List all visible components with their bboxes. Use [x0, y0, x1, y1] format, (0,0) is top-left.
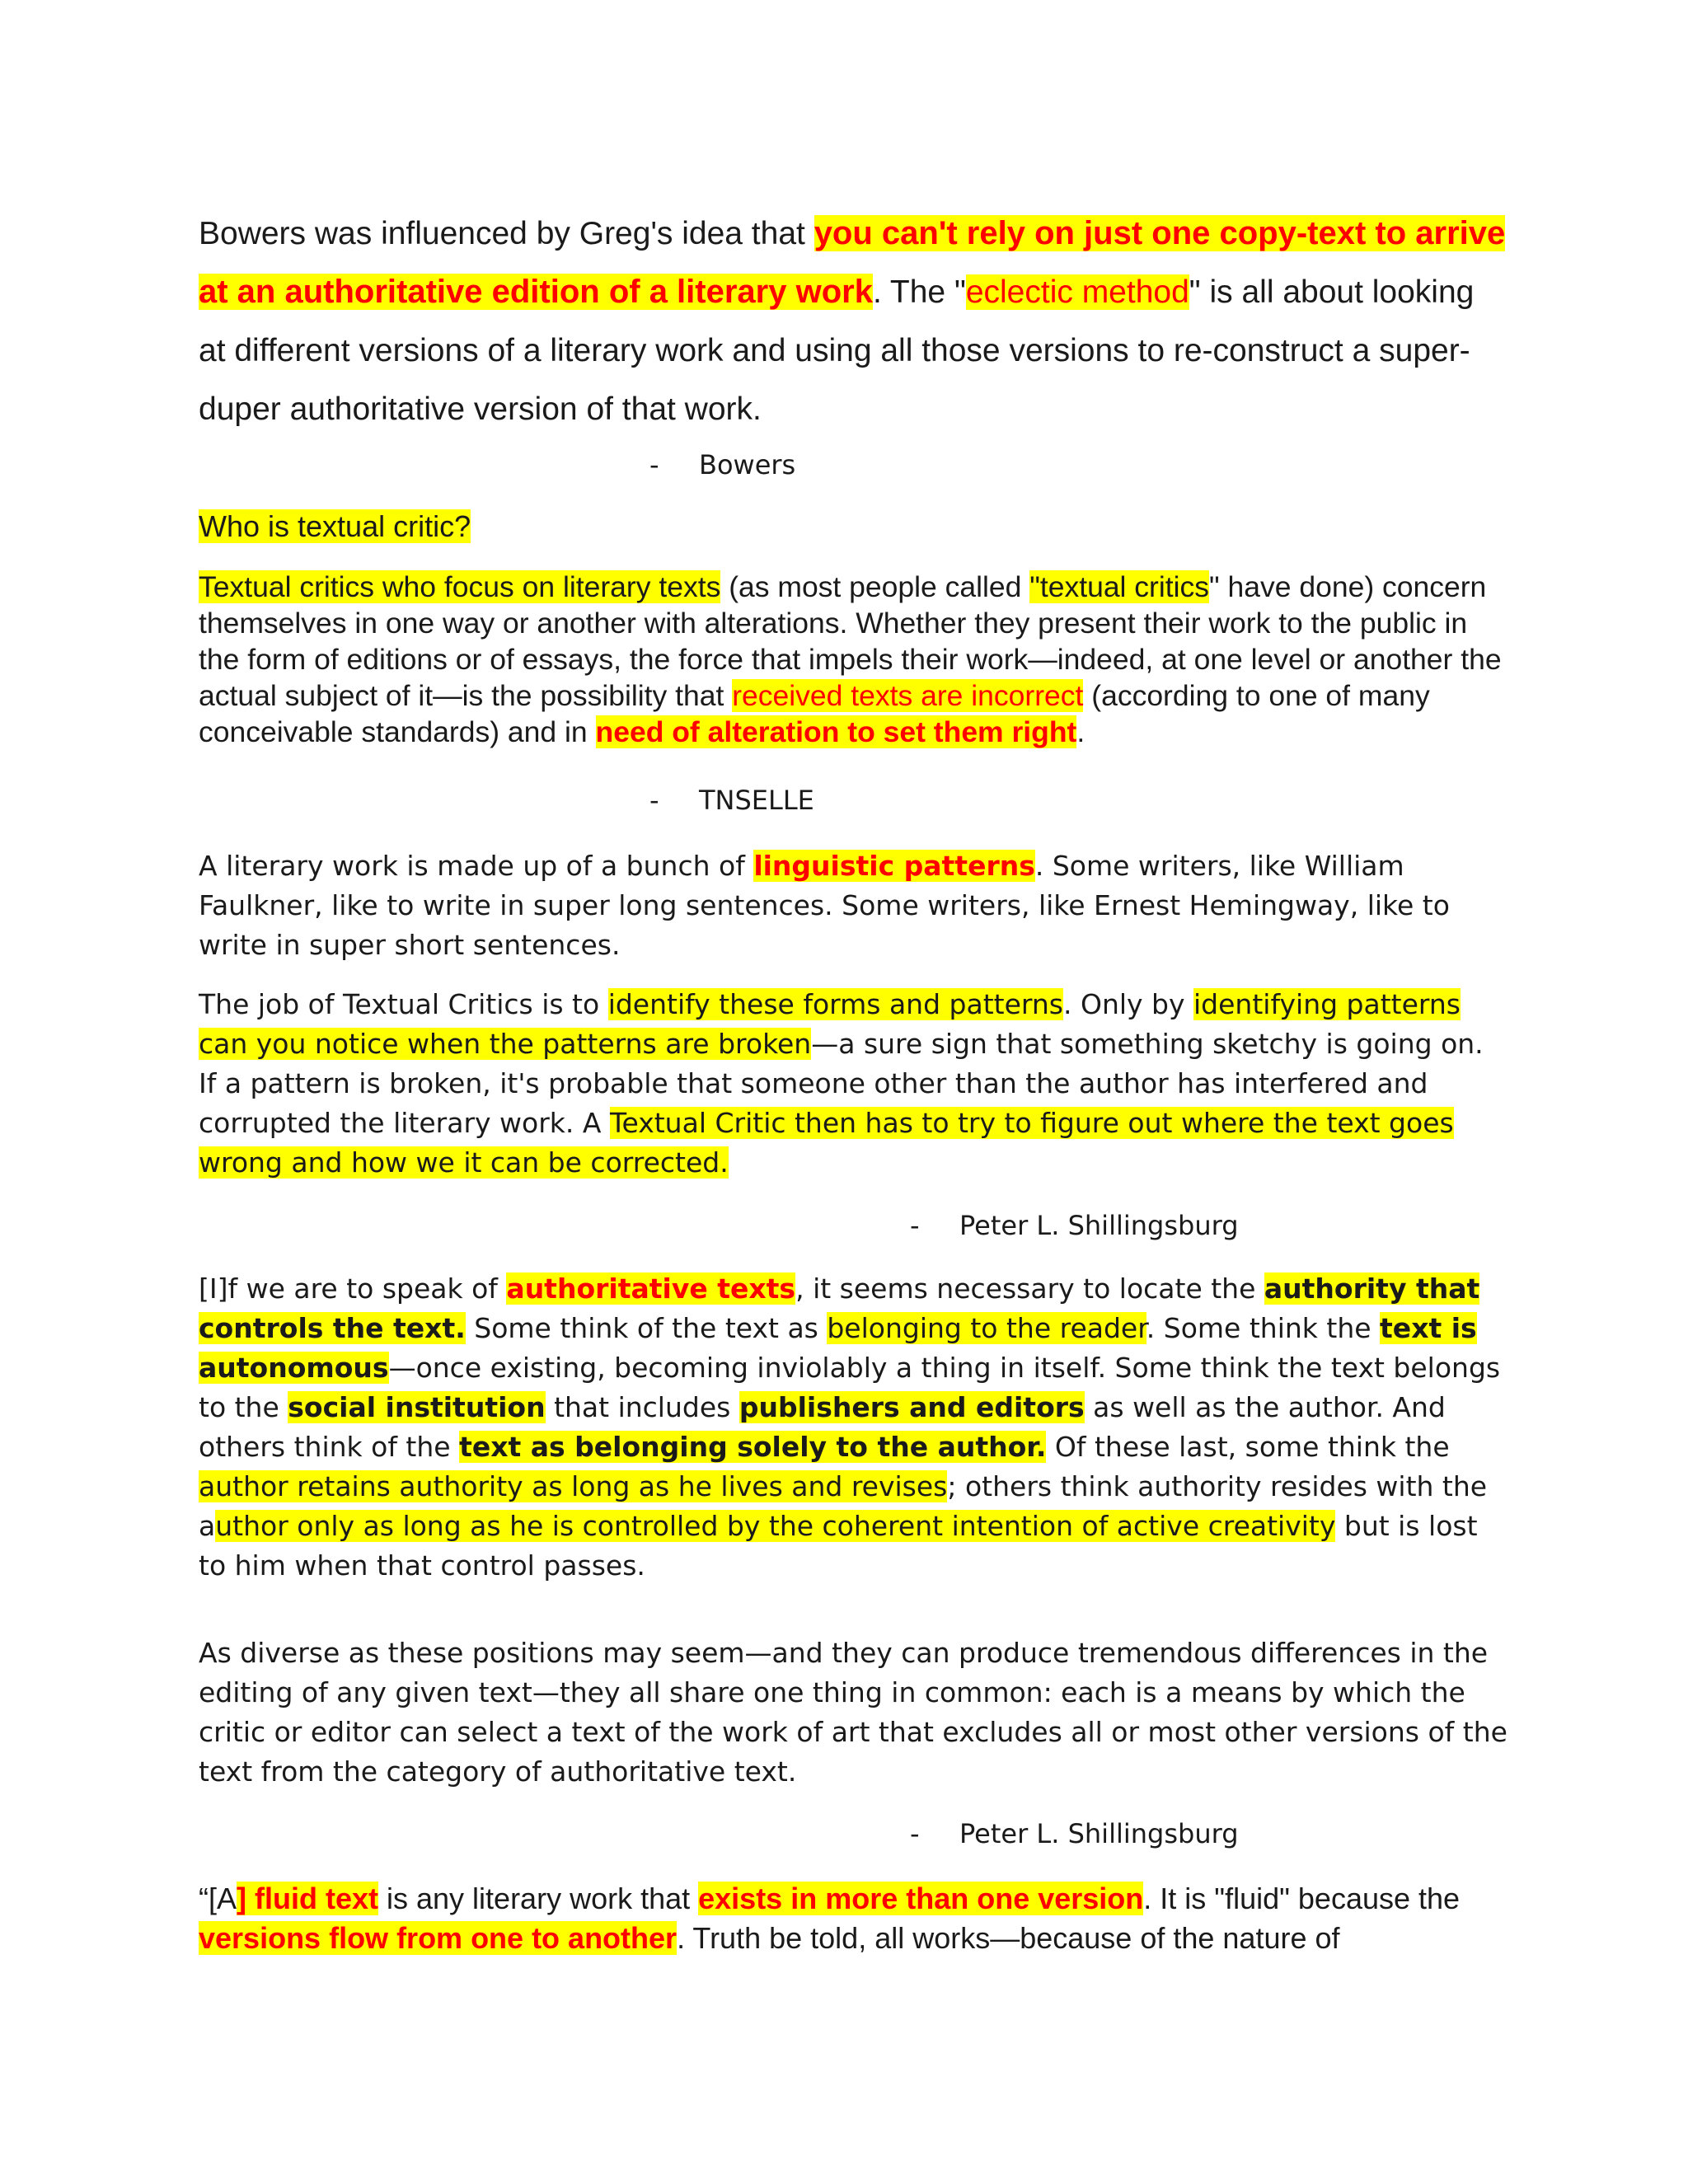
attribution-bowers	[649, 449, 795, 480]
attribution-dash: -	[910, 1818, 920, 1849]
highlight: Textual critics who focus on literary texts	[199, 570, 721, 603]
highlight: Who is textual critic?	[199, 509, 471, 543]
highlight-emphasis: need of alteration to set them right	[595, 715, 1077, 748]
paragraph-textual-critics	[199, 569, 1509, 750]
attribution-dash: -	[649, 785, 659, 816]
highlight: belonging to the reader	[827, 1312, 1146, 1344]
text: is any literary work that	[378, 1882, 699, 1915]
paragraph-bowers-eclectic-method	[199, 204, 1509, 438]
highlight-bold: text is autonomous	[199, 1312, 1477, 1384]
text: [I]f we are to speak of	[199, 1272, 507, 1305]
paragraph-fluid-text	[199, 1879, 1509, 1958]
text: —once existing, becoming inviolably a thing in itself. Some think the text belongs to the	[199, 1352, 1501, 1423]
text: A literary work is made up of a bunch of	[199, 850, 754, 882]
text: that includes	[545, 1391, 739, 1423]
attribution-shillingsburg-2	[910, 1818, 1239, 1849]
highlight-emphasis: received texts are incorrect	[732, 679, 1084, 712]
text: “[A	[199, 1882, 237, 1915]
text: . It is "fluid" because the	[1143, 1882, 1461, 1915]
attribution-tnselle	[649, 785, 814, 816]
attribution-name: Peter L. Shillingsburg	[959, 1818, 1239, 1849]
highlight-emphasis: exists in more than one version	[698, 1882, 1144, 1915]
highlight: author retains authority as long as he lives and revises	[199, 1470, 948, 1502]
text: ; others think authority resides with the a	[199, 1470, 1488, 1542]
text: (as most people called	[720, 570, 1030, 603]
text: . Some think the	[1146, 1312, 1381, 1344]
text: but is lost to him when that control passes.	[199, 1510, 1478, 1582]
text: " have done) concern themselves in one way or another with alterations. Whether they present their work to the public in the form of editions or of essays, the force that impels their work—indeed, at one level or another the actual subject of it—is the possibility that	[199, 570, 1502, 712]
text: Some think of the text as	[465, 1312, 828, 1344]
attribution-dash: -	[910, 1210, 920, 1241]
text: . Truth be told, all works—because of the nature of	[677, 1921, 1340, 1955]
highlight: identify these forms and patterns	[607, 988, 1063, 1020]
text: Of these last, some think the	[1046, 1431, 1450, 1463]
text: , it seems necessary to locate the	[795, 1272, 1264, 1305]
highlight-emphasis: eclectic method	[965, 274, 1189, 310]
highlight-emphasis: linguistic patterns	[753, 850, 1035, 882]
attribution-name: Bowers	[699, 449, 796, 480]
highlight-bold: text as belonging solely to the author.	[459, 1431, 1047, 1463]
highlight-emphasis: you can't rely on just one copy-text to arrive at an authoritative edition of a literary work	[199, 215, 1506, 310]
text: Bowers was influenced by Greg's idea that	[199, 216, 814, 251]
highlight-bold: publishers and editors	[738, 1391, 1085, 1423]
highlight-emphasis: authoritative texts	[506, 1272, 796, 1305]
highlight: identifying patterns can you notice when the patterns are broken	[199, 988, 1461, 1060]
text: As diverse as these positions may seem—and they can produce tremendous differences in the editing of any given text—they all share one thing in common: each is a means by which the critic or editor can select a text of the work of art that excludes all or most other versions of the text from the category of authoritative text.	[199, 1637, 1507, 1788]
paragraph-job-of-textual-critics	[199, 985, 1509, 1183]
attribution-name: Peter L. Shillingsburg	[959, 1210, 1239, 1241]
attribution-shillingsburg-1	[910, 1210, 1239, 1241]
text: . The "	[872, 274, 966, 310]
text: . Only by	[1062, 988, 1194, 1020]
paragraph-authoritative-texts	[199, 1269, 1509, 1586]
paragraph-diverse-positions	[199, 1633, 1509, 1792]
paragraph-linguistic-patterns	[199, 846, 1509, 965]
highlight-bold: authority that controls the text.	[199, 1272, 1480, 1344]
text: The job of Textual Critics is to	[199, 988, 608, 1020]
attribution-name: TNSELLE	[699, 785, 814, 816]
highlight: Textual Critic then has to try to figure out where the text goes wrong and how we it can be corrected.	[199, 1107, 1454, 1179]
text: .	[1076, 715, 1085, 748]
highlight: uthor only as long as he is controlled by the coherent intention of active creativity	[215, 1510, 1336, 1542]
text: —a sure sign that something sketchy is going on. If a pattern is broken, it's probable that someone other than the author has interfered and corrupted the literary work. A	[199, 1028, 1484, 1139]
text: " is all about looking at different versions of a literary work and using all those versions to re-construct a super-duper authoritative version of that work.	[199, 274, 1475, 427]
attribution-dash: -	[649, 449, 659, 480]
highlight-bold: social institution	[288, 1391, 546, 1423]
text: (according to one of many conceivable standards) and in	[199, 679, 1430, 748]
highlight-emphasis: ] fluid text	[237, 1882, 378, 1915]
question-heading	[199, 509, 1509, 544]
text: as well as the author. And others think of the	[199, 1391, 1446, 1463]
highlight-emphasis: versions flow from one to another	[199, 1921, 678, 1955]
text: . Some writers, like William Faulkner, like to write in super long sentences. Some writers, like Ernest Hemingway, like to write in super short sentences.	[199, 850, 1450, 961]
highlight: "textual critics	[1029, 570, 1210, 603]
